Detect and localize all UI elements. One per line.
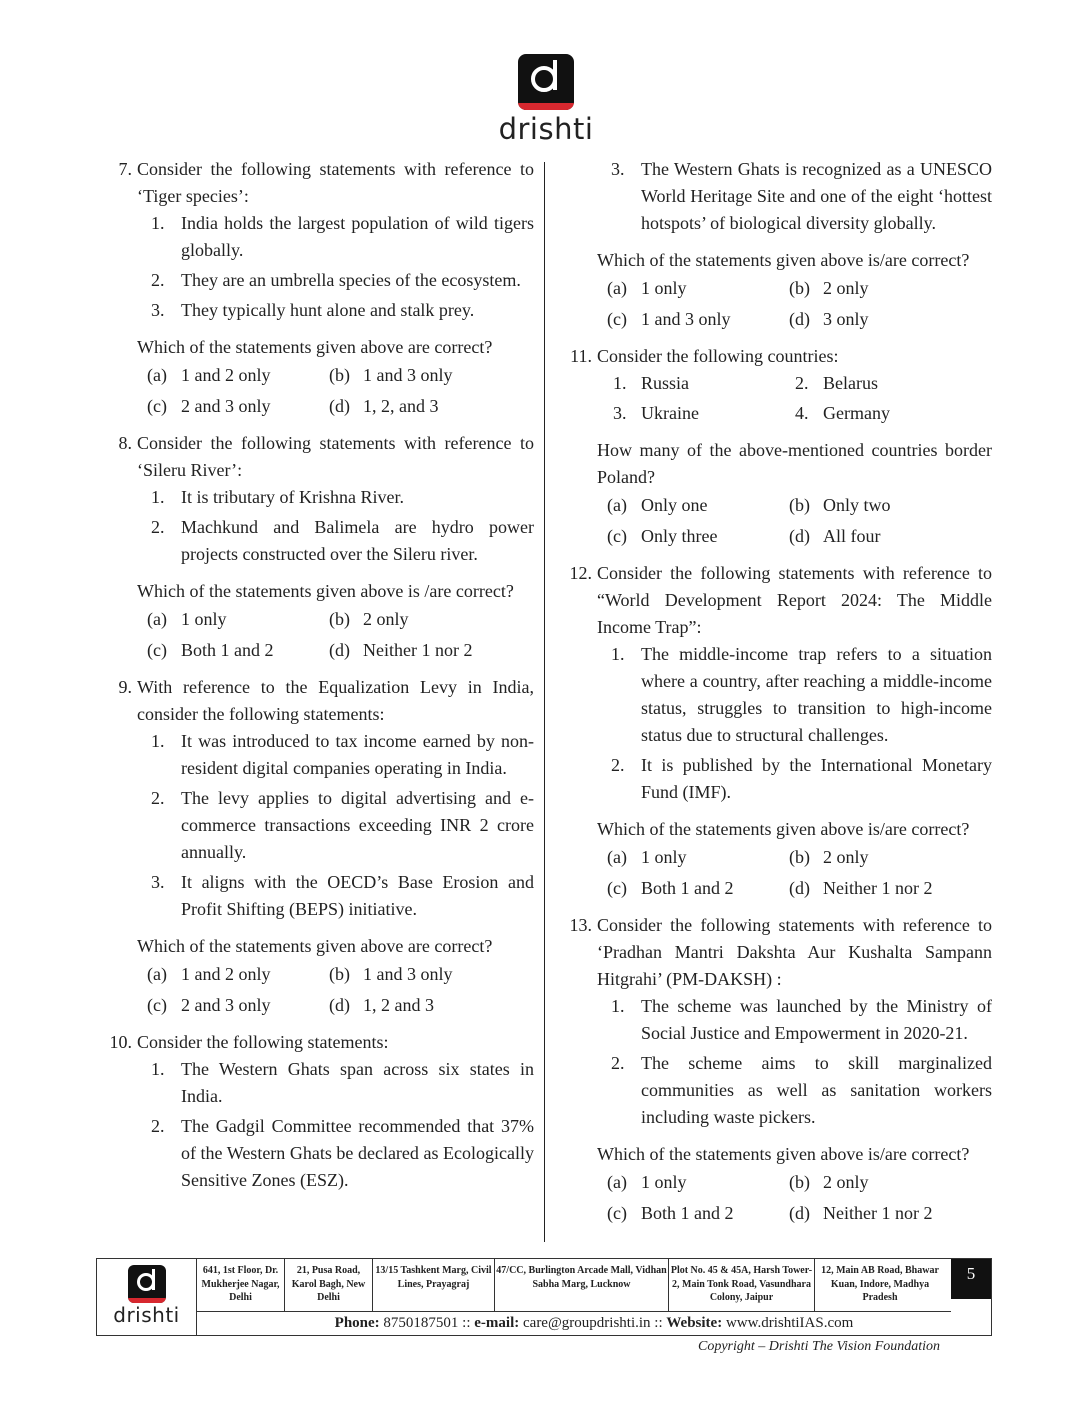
statement-item xyxy=(137,267,534,294)
statement-text: India holds the largest population of wild tigers globally. xyxy=(181,213,534,260)
page-number: 5 xyxy=(951,1259,991,1299)
question-number: 11. xyxy=(570,346,592,366)
option-d[interactable] xyxy=(789,875,992,902)
option-label: (b) xyxy=(789,847,810,867)
question-7 xyxy=(100,156,534,420)
question-number: 10. xyxy=(109,1032,132,1052)
option-text: 1, 2, and 3 xyxy=(363,396,439,416)
email-link[interactable]: care@groupdrishti.in xyxy=(523,1315,651,1331)
statement-text: The levy applies to digital advertising and e-commerce transactions exceeding INR 2 crore annually. xyxy=(181,788,534,862)
question-number: 13. xyxy=(569,915,592,935)
option-d[interactable] xyxy=(329,992,534,1019)
statement-number: 2. xyxy=(151,517,165,537)
answer-options xyxy=(137,961,534,1019)
statement-item xyxy=(137,484,534,511)
option-b[interactable]: (b) 2 only xyxy=(789,278,869,298)
option-c[interactable] xyxy=(147,992,329,1019)
answer-options xyxy=(137,362,534,420)
question-stem: Consider the following statements with reference to ‘Pradhan Mantri Dakshta Aur Kushalta Sampann Hitgrahi’ (PM-DAKSH) : xyxy=(597,915,992,989)
option-b[interactable] xyxy=(789,844,992,871)
question-number: 8. xyxy=(118,433,132,453)
address-cell: Plot No. 45 & 45A, Harsh Tower-2, Main Tonk Road, Vasundhara Colony, Jaipur xyxy=(669,1259,815,1311)
statement-item xyxy=(137,869,534,923)
statement-item xyxy=(597,156,992,237)
option-text: 1 only xyxy=(641,847,687,867)
question-12 xyxy=(560,560,992,902)
option-label: (b) xyxy=(329,609,350,629)
option-text: 1, 2 and 3 xyxy=(363,995,434,1015)
option-text: Neither 1 nor 2 xyxy=(363,640,473,660)
statement-text: It was introduced to tax income earned by non-resident digital companies operating in India. xyxy=(181,731,534,778)
option-label: (d) xyxy=(789,878,810,898)
question-stem: With reference to the Equalization Levy in India, consider the following statements: xyxy=(137,677,534,724)
footer-logo xyxy=(97,1259,197,1335)
option-text: 1 and 2 only xyxy=(181,964,271,984)
option-label: (a) xyxy=(607,1172,627,1192)
statement-list xyxy=(597,993,992,1131)
statement-item xyxy=(137,728,534,782)
column-divider xyxy=(544,162,545,1242)
option-text: 1 only xyxy=(181,609,227,629)
option-text: Both 1 and 2 xyxy=(641,878,734,898)
option-c[interactable] xyxy=(147,393,329,420)
option-d[interactable] xyxy=(789,1200,992,1227)
option-d[interactable]: (d) All four xyxy=(789,526,881,546)
statement-number: 1. xyxy=(151,213,165,233)
statement-number: 1. xyxy=(611,996,625,1016)
question-stem: Consider the following statements with reference to ‘Tiger species’: xyxy=(137,159,534,206)
option-text: 1 and 2 only xyxy=(181,365,271,385)
question-prompt: Which of the statements given above are correct? xyxy=(137,337,493,357)
option-a[interactable] xyxy=(147,606,329,633)
option-a[interactable] xyxy=(147,961,329,988)
question-9 xyxy=(100,674,534,1019)
option-label: (c) xyxy=(607,878,627,898)
question-stem: Consider the following countries: xyxy=(597,346,839,366)
option-label: (b) xyxy=(329,365,350,385)
option-text: 2 and 3 only xyxy=(181,995,271,1015)
option-b[interactable] xyxy=(789,1169,992,1196)
statement-item xyxy=(597,752,992,806)
question-prompt: How many of the above-mentioned countries border Poland? xyxy=(597,440,992,487)
statement-item xyxy=(597,1050,992,1131)
statement-text: It is published by the International Monetary Fund (IMF). xyxy=(641,755,992,802)
answer-options xyxy=(597,275,992,333)
option-c[interactable]: (c) Only three xyxy=(607,526,718,546)
option-a[interactable] xyxy=(607,1169,789,1196)
statement-item xyxy=(597,641,992,749)
option-b[interactable]: (b) Only two xyxy=(789,495,891,515)
country-item: 4. Germany xyxy=(795,403,890,423)
option-label: (c) xyxy=(147,640,167,660)
option-b[interactable] xyxy=(329,961,534,988)
question-prompt: Which of the statements given above are correct? xyxy=(137,936,493,956)
address-cell: 47/CC, Burlington Arcade Mall, Vidhan Sabha Marg, Lucknow xyxy=(495,1259,669,1311)
option-label: (b) xyxy=(789,1172,810,1192)
statement-number: 3. xyxy=(151,872,165,892)
contact-line: Phone: 8750187501 :: e-mail: care@groupdrishti.in :: Website: www.drishtiIAS.com xyxy=(334,1315,854,1331)
option-d[interactable] xyxy=(329,637,534,664)
question-stem: Consider the following statements with reference to “World Development Report 2024: The Middle Income Trap”: xyxy=(597,563,992,637)
statement-text: The Western Ghats span across six states in India. xyxy=(181,1059,534,1106)
statement-text: It is tributary of Krishna River. xyxy=(181,487,404,507)
statement-text: The scheme aims to skill marginalized communities as well as sanitation workers including waste pickers. xyxy=(641,1053,992,1127)
option-a[interactable]: (a) Only one xyxy=(607,495,708,515)
statement-item xyxy=(137,297,534,324)
answer-options xyxy=(597,844,992,902)
country-item: 3. Ukraine xyxy=(613,403,699,423)
address-cell: 12, Main AB Road, Bhawar Kuan, Indore, Madhya Pradesh xyxy=(821,1265,939,1303)
question-prompt: Which of the statements given above is/are correct? xyxy=(597,250,970,270)
option-text: 1 and 3 only xyxy=(363,365,453,385)
statement-text: They typically hunt alone and stalk prey. xyxy=(181,300,475,320)
statement-list xyxy=(137,484,534,568)
option-label: (c) xyxy=(147,995,167,1015)
option-text: 2 only xyxy=(823,1172,869,1192)
phone-number: 8750187501 xyxy=(383,1315,459,1331)
address-cell: 641, 1st Floor, Dr. Mukherjee Nagar, Delhi xyxy=(197,1259,285,1311)
statement-text: They are an umbrella species of the ecosystem. xyxy=(181,270,521,290)
question-8 xyxy=(100,430,534,664)
option-text: 2 only xyxy=(363,609,409,629)
option-label: (d) xyxy=(329,640,350,660)
drishti-d-icon xyxy=(128,1265,166,1303)
statement-item xyxy=(137,210,534,264)
answer-options xyxy=(597,492,992,550)
statement-list xyxy=(137,1056,534,1194)
option-a[interactable] xyxy=(147,362,329,389)
statement-text: The Gadgil Committee recommended that 37% of the Western Ghats be declared as Ecologically Sensitive Zones (ESZ). xyxy=(181,1116,534,1190)
address-cell: 21, Pusa Road, Karol Bagh, New Delhi xyxy=(285,1259,373,1311)
statement-item xyxy=(137,1056,534,1110)
option-label: (d) xyxy=(329,396,350,416)
statement-item xyxy=(137,1113,534,1194)
option-text: Both 1 and 2 xyxy=(181,640,274,660)
question-prompt: Which of the statements given above is/are correct? xyxy=(597,819,970,839)
option-text: 1 and 3 only xyxy=(363,964,453,984)
option-label: (c) xyxy=(147,396,167,416)
option-c[interactable] xyxy=(147,637,329,664)
statement-item xyxy=(137,514,534,568)
option-d[interactable]: (d) 3 only xyxy=(789,309,869,329)
statement-text: The middle-income trap refers to a situation where a country, after reaching a middle-income status, struggles to transition to high-income status due to structural challenges. xyxy=(641,644,992,745)
question-stem: Consider the following statements: xyxy=(137,1032,389,1052)
statement-text: It aligns with the OECD’s Base Erosion and Profit Shifting (BEPS) initiative. xyxy=(181,872,534,919)
question-13 xyxy=(560,912,992,1227)
option-a[interactable] xyxy=(607,844,789,871)
statement-number: 1. xyxy=(151,1059,165,1079)
option-text: 2 and 3 only xyxy=(181,396,271,416)
statement-number: 3. xyxy=(151,300,165,320)
option-c[interactable]: (c) 1 and 3 only xyxy=(607,309,731,329)
footer-wordmark: drishti xyxy=(113,1303,180,1327)
option-c[interactable] xyxy=(607,875,789,902)
statement-number: 2. xyxy=(611,1053,625,1073)
option-text: Neither 1 nor 2 xyxy=(823,1203,933,1223)
address-cell: 13/15 Tashkent Marg, Civil Lines, Prayagraj xyxy=(373,1259,495,1311)
question-11 xyxy=(560,343,992,550)
answer-options xyxy=(137,606,534,664)
statement-list xyxy=(597,641,992,806)
statement-number: 2. xyxy=(151,270,165,290)
question-10-continued xyxy=(560,156,992,333)
statement-number: 3. xyxy=(611,159,625,179)
statement-text: The Western Ghats is recognized as a UNESCO World Heritage Site and one of the eight ‘hottest hotspots’ of biological diversity globally. xyxy=(641,159,992,233)
option-label: (a) xyxy=(147,964,167,984)
option-label: (c) xyxy=(607,1203,627,1223)
statement-number: 2. xyxy=(611,755,625,775)
question-10 xyxy=(100,1029,534,1194)
option-text: Both 1 and 2 xyxy=(641,1203,734,1223)
option-text: 2 only xyxy=(823,847,869,867)
option-d[interactable] xyxy=(329,393,534,420)
statement-list xyxy=(137,210,534,324)
statement-number: 1. xyxy=(151,731,165,751)
country-item: 2. Belarus xyxy=(795,373,878,393)
statement-text: The scheme was launched by the Ministry of Social Justice and Empowerment in 2020-21. xyxy=(641,996,992,1043)
left-column xyxy=(100,156,534,1204)
address-list xyxy=(197,1259,951,1312)
option-label: (a) xyxy=(147,365,167,385)
right-column xyxy=(560,156,992,1237)
question-number: 7. xyxy=(118,159,132,179)
drishti-logo xyxy=(496,54,596,146)
question-prompt: Which of the statements given above is/are correct? xyxy=(597,1144,970,1164)
statement-item xyxy=(137,785,534,866)
statement-item xyxy=(597,993,992,1047)
option-label: (a) xyxy=(147,609,167,629)
option-label: (a) xyxy=(607,847,627,867)
option-b[interactable] xyxy=(329,362,534,389)
option-text: 1 only xyxy=(641,1172,687,1192)
question-prompt: Which of the statements given above is /are correct? xyxy=(137,581,514,601)
statement-number: 2. xyxy=(151,1116,165,1136)
answer-options xyxy=(597,1169,992,1227)
statement-list xyxy=(137,728,534,923)
drishti-d-icon xyxy=(518,54,574,110)
logo-wordmark: drishti xyxy=(498,112,594,146)
country-list xyxy=(597,370,992,427)
option-c[interactable] xyxy=(607,1200,789,1227)
country-item: 1. Russia xyxy=(613,373,690,393)
statement-number: 2. xyxy=(151,788,165,808)
question-number: 9. xyxy=(118,677,132,697)
copyright-notice: Copyright – Drishti The Vision Foundation xyxy=(698,1339,941,1354)
option-label: (d) xyxy=(789,1203,810,1223)
question-number: 12. xyxy=(569,563,592,583)
question-stem: Consider the following statements with reference to ‘Sileru River’: xyxy=(137,433,534,480)
statement-number: 1. xyxy=(611,644,625,664)
option-label: (b) xyxy=(329,964,350,984)
option-b[interactable] xyxy=(329,606,534,633)
option-label: (d) xyxy=(329,995,350,1015)
option-text: Neither 1 nor 2 xyxy=(823,878,933,898)
website-link[interactable]: www.drishtiIAS.com xyxy=(725,1315,854,1331)
statement-text: Machkund and Balimela are hydro power projects constructed over the Sileru river. xyxy=(181,517,534,564)
footer xyxy=(96,1258,992,1336)
option-a[interactable]: (a) 1 only xyxy=(607,278,687,298)
statement-number: 1. xyxy=(151,487,165,507)
